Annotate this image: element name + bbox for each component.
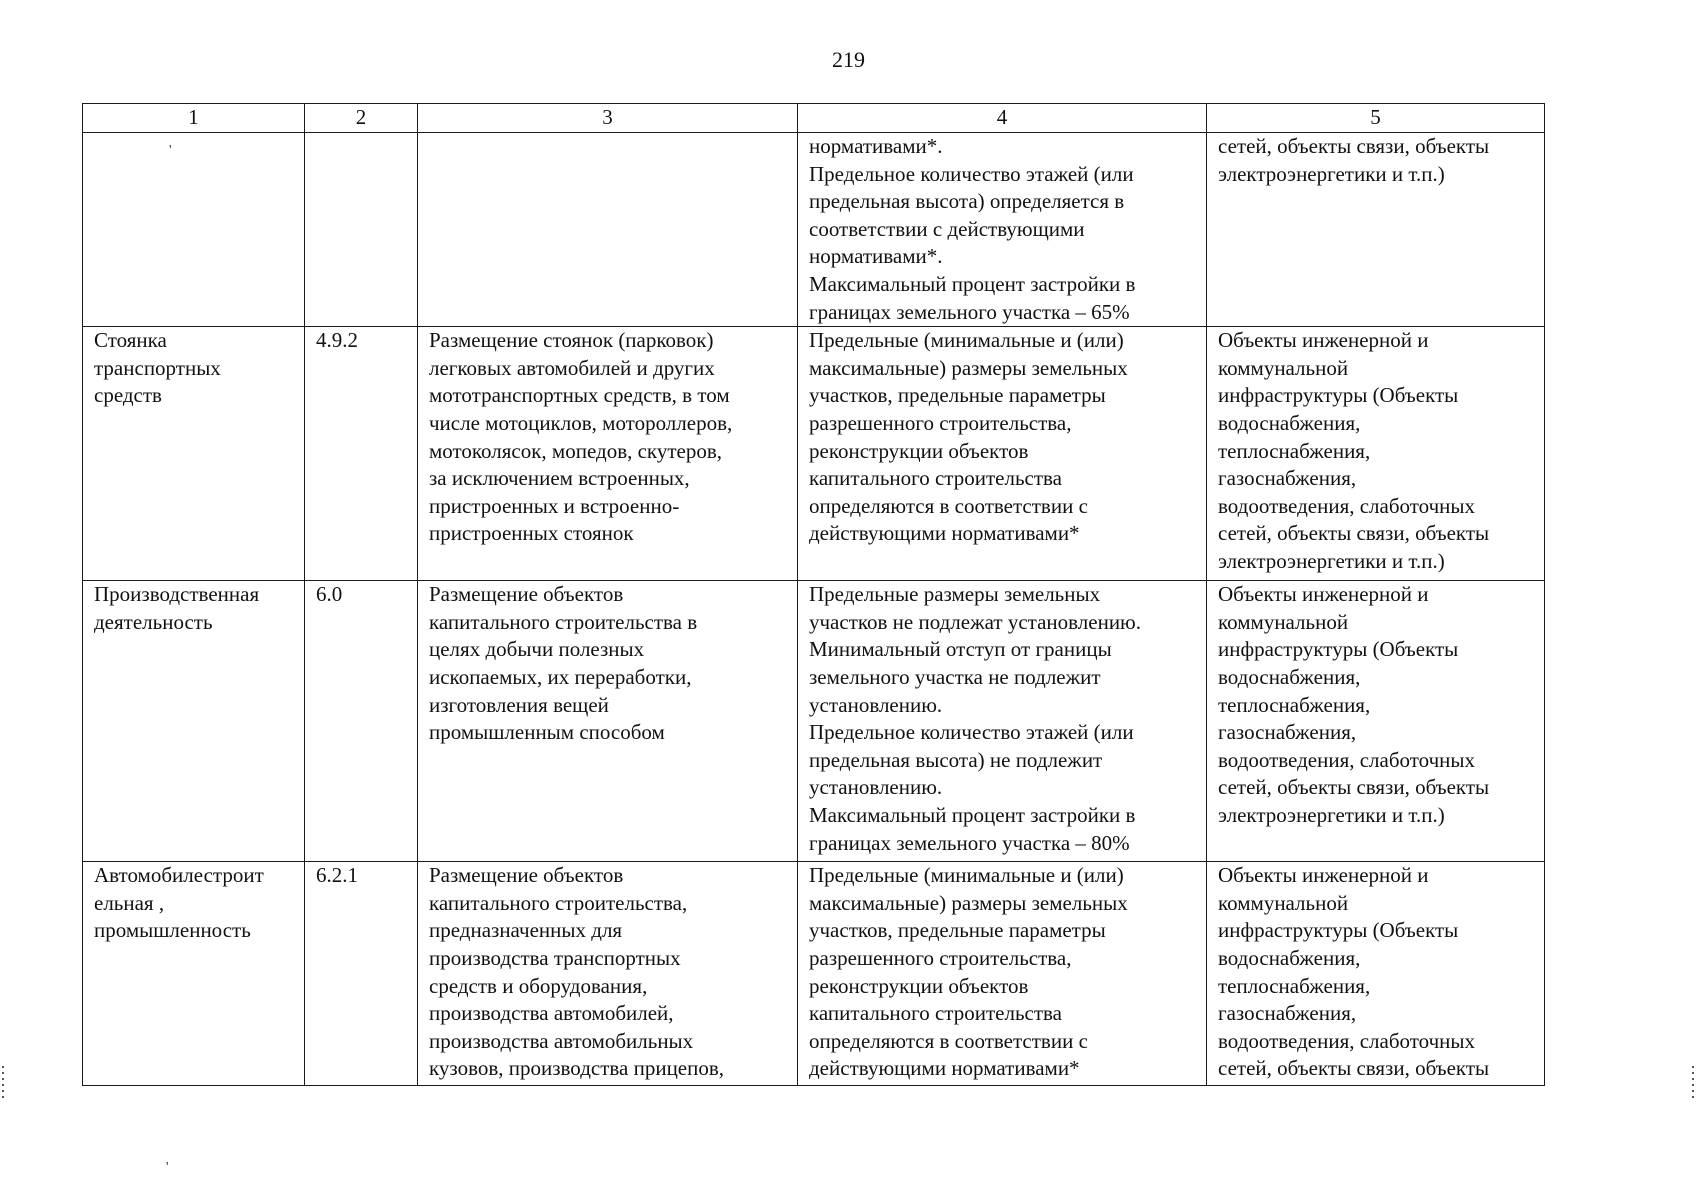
page-number: 219 bbox=[832, 47, 865, 72]
cell-description bbox=[418, 133, 798, 327]
cell-text: Предельные размеры земельных участков не подлежат установлению. Минимальный отступ от границы земельного участка не подлежит установлению. Предельное количество этажей (или предельная высота) не подлежит установлению. Максимальный процент застройки в границах земельного участка – 80% bbox=[809, 582, 1141, 855]
cell-parameters bbox=[798, 862, 1207, 1086]
cell-use-type bbox=[83, 327, 305, 581]
cell-text: 6.2.1 bbox=[316, 863, 358, 888]
table-row bbox=[83, 862, 1545, 1086]
table-row bbox=[83, 327, 1545, 581]
column-header-3: 3 bbox=[418, 104, 798, 133]
cell-parameters bbox=[798, 581, 1207, 862]
scan-speck: ' bbox=[166, 1160, 169, 1175]
cell-description bbox=[418, 862, 798, 1086]
cell-code bbox=[305, 862, 418, 1086]
cell-description bbox=[418, 327, 798, 581]
cell-text: Размещение стоянок (парковок) легковых автомобилей и других мототранспортных средств, в том числе мотоциклов, мотороллеров, мотоколясок, мопедов, скутеров, за исключением встроенных, пристроенных и встроенно- пристроенных стоянок bbox=[429, 328, 733, 546]
cell-text: 4.9.2 bbox=[316, 328, 358, 353]
cell-use-type bbox=[83, 581, 305, 862]
cell-text: Объекты инженерной и коммунальной инфраструктуры (Объекты водоснабжения, теплоснабжения, газоснабжения, водоотведения, слаботочных сетей, объекты связи, объекты электроэнергетики и т.п.) bbox=[1218, 582, 1490, 827]
cell-text: Размещение объектов капитального строительства в целях добычи полезных ископаемых, их переработки, изготовления вещей промышленным способом bbox=[429, 582, 698, 745]
cell-code bbox=[305, 581, 418, 862]
cell-infrastructure bbox=[1207, 581, 1545, 862]
cell-text: сетей, объекты связи, объекты электроэнергетики и т.п.) bbox=[1218, 134, 1490, 186]
cell-text: Стоянка транспортных средств bbox=[94, 328, 221, 408]
cell-use-type bbox=[83, 862, 305, 1086]
cell-text: Размещение объектов капитального строительства, предназначенных для производства транспортных средств и оборудования, производства автомобилей, производства автомобильных кузовов, производства прицепов, bbox=[429, 863, 725, 1081]
cell-text: Объекты инженерной и коммунальной инфраструктуры (Объекты водоснабжения, теплоснабжения, газоснабжения, водоотведения, слаботочных сетей, объекты связи, объекты bbox=[1218, 863, 1490, 1081]
table-row bbox=[83, 133, 1545, 327]
scan-edge-mark bbox=[2, 1066, 4, 1098]
cell-text: Производственная деятельность bbox=[94, 582, 260, 634]
table-header-row bbox=[83, 104, 1545, 133]
cell-parameters bbox=[798, 133, 1207, 327]
cell-infrastructure bbox=[1207, 327, 1545, 581]
cell-text: Предельные (минимальные и (или) максимальные) размеры земельных участков, предельные параметры разрешенного строительства, реконструкции объектов капитального строительства определяются в соответствии с действующими нормативами* bbox=[809, 863, 1128, 1081]
cell-infrastructure bbox=[1207, 133, 1545, 327]
cell-use-type bbox=[83, 133, 305, 327]
cell-text: 6.0 bbox=[316, 582, 343, 607]
column-header-1: 1 bbox=[83, 104, 305, 133]
column-header-4: 4 bbox=[798, 104, 1207, 133]
cell-infrastructure bbox=[1207, 862, 1545, 1086]
cell-code bbox=[305, 133, 418, 327]
cell-text: Предельные (минимальные и (или) максимальные) размеры земельных участков, предельные параметры разрешенного строительства, реконструкции объектов капитального строительства определяются в соответствии с действующими нормативами* bbox=[809, 328, 1128, 546]
column-header-5: 5 bbox=[1207, 104, 1545, 133]
cell-text: Объекты инженерной и коммунальной инфраструктуры (Объекты водоснабжения, теплоснабжения, газоснабжения, водоотведения, слаботочных сетей, объекты связи, объекты электроэнергетики и т.п.) bbox=[1218, 328, 1490, 573]
cell-code bbox=[305, 327, 418, 581]
column-header-2: 2 bbox=[305, 104, 418, 133]
cell-text: нормативами*. Предельное количество этажей (или предельная высота) определяется в соответствии с действующими нормативами*. Максимальный процент застройки в границах земельного участка – 65% bbox=[809, 134, 1136, 324]
cell-description bbox=[418, 581, 798, 862]
scan-edge-mark bbox=[1692, 1066, 1694, 1098]
cell-text: Автомобилестроит ельная , промышленность bbox=[94, 863, 264, 943]
cell-parameters bbox=[798, 327, 1207, 581]
land-use-table bbox=[82, 103, 1545, 1086]
scan-speck: ' bbox=[169, 143, 172, 158]
table-row bbox=[83, 581, 1545, 862]
